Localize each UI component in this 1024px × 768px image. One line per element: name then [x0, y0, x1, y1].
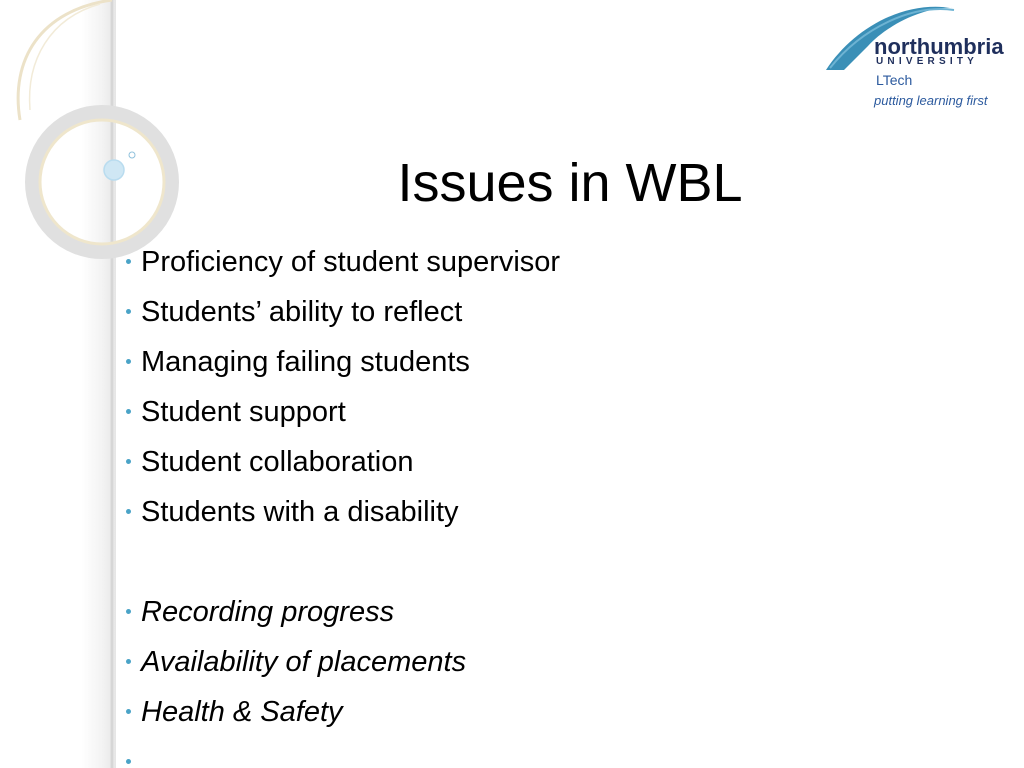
bullet-dot-icon: [126, 259, 131, 264]
bullet-text: Proficiency of student supervisor: [141, 246, 561, 278]
bullet-dot-icon: [126, 609, 131, 614]
bullet-item: [126, 590, 560, 640]
bullet-text: Students’ ability to reflect: [141, 296, 463, 328]
northumbria-logo: [822, 0, 1024, 118]
bullet-item: [126, 290, 560, 340]
decorative-rings: [0, 0, 180, 260]
bullet-item: [126, 440, 560, 490]
bullet-dot-icon: [126, 359, 131, 364]
bullet-item: [126, 640, 560, 690]
logo-wordmark: northumbria: [874, 34, 1004, 59]
bullet-item: [126, 390, 560, 440]
slide-title: Issues in WBL: [397, 153, 743, 213]
decor-arc-inner: [30, 4, 100, 110]
bullet-dot-icon: [126, 509, 131, 514]
bullet-dot-icon: [126, 709, 131, 714]
bullet-item-empty: [126, 740, 560, 768]
bullet-dot-icon: [126, 409, 131, 414]
bullet-text: Availability of placements: [141, 646, 467, 678]
logo-tagline: putting learning first: [874, 93, 988, 108]
bullet-dot-icon: [126, 759, 131, 764]
bullet-dot-icon: [126, 459, 131, 464]
bullet-text: Health & Safety: [141, 696, 343, 728]
bullet-item: [126, 240, 560, 290]
bullet-item: [126, 490, 560, 540]
bullet-spacer: [126, 540, 560, 590]
bullet-text: Recording progress: [141, 596, 395, 628]
bubble-large-icon: [104, 160, 124, 180]
bullet-item: [126, 690, 560, 740]
bullet-list: [126, 240, 560, 768]
bullet-text: Managing failing students: [141, 346, 470, 378]
bullet-text: Student support: [141, 396, 346, 428]
logo-university-label: UNIVERSITY: [876, 56, 979, 67]
bullet-item: [126, 340, 560, 390]
bullet-dot-icon: [126, 659, 131, 664]
bullet-text: Students with a disability: [141, 496, 459, 528]
bullet-dot-icon: [126, 309, 131, 314]
decor-arc-large: [18, 0, 112, 120]
bullet-text: Student collaboration: [141, 446, 414, 478]
logo-unit-label: LTech: [876, 72, 913, 88]
